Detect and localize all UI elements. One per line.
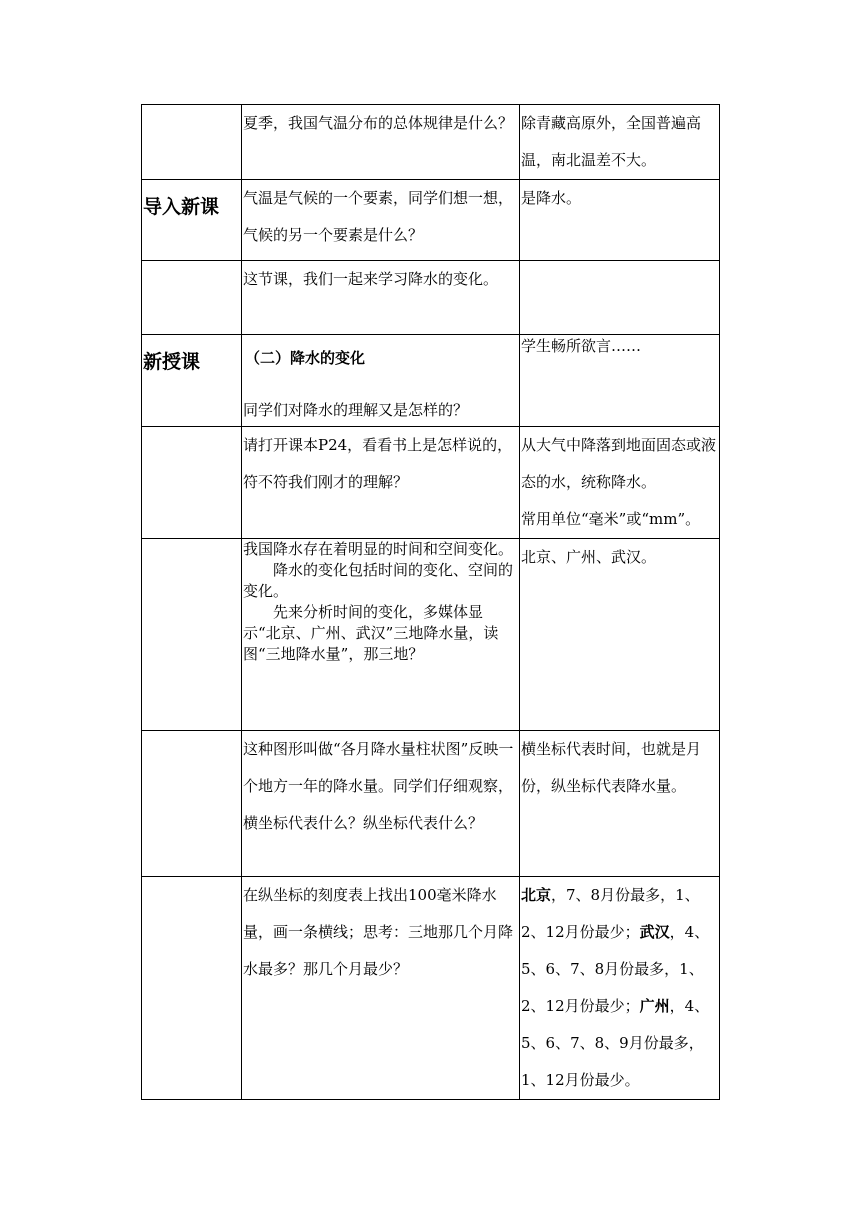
teacher-text: 这种图形叫做“各月降水量柱状图”反映一个地方一年的降水量。同学们仔细观察，横坐标代表什么？纵坐标代表什么？: [243, 740, 514, 832]
student-cell: [520, 335, 720, 427]
stage-cell: [142, 539, 242, 731]
stage-cell: [142, 105, 242, 180]
table-row: [142, 180, 720, 261]
student-text: 学生畅所欲言……: [521, 337, 642, 355]
teacher-cell: [242, 427, 520, 539]
student-text: [521, 877, 718, 1099]
lesson-plan-table: [141, 104, 720, 1100]
stage-cell: 导入新课: [142, 180, 242, 261]
teacher-text: 请打开课本P24，看看书上是怎样说的，符不符我们刚才的理解？: [243, 436, 513, 491]
student-cell: [520, 105, 720, 180]
table-row: [142, 335, 720, 427]
teacher-cell: [242, 105, 520, 180]
teacher-cell: [242, 180, 520, 261]
section-heading: （二）降水的变化: [245, 349, 366, 367]
teacher-text: 同学们对降水的理解又是怎样的？: [243, 401, 469, 419]
teacher-text: 先来分析时间的变化，多媒体显示“北京、广州、武汉”三地降水量，读图“三地降水量”，那三地？: [243, 603, 499, 663]
stage-cell: [142, 261, 242, 335]
teacher-cell: [242, 877, 520, 1100]
teacher-cell: [242, 731, 520, 877]
city-guangzhou: 广州: [639, 997, 670, 1015]
beijing-detail: ，7、8月份最多，1、2、12月份最少；: [521, 886, 700, 941]
wuhan-detail: ，4、5、6、7、8月份最多，1、2、12月份最少；: [521, 923, 710, 1015]
student-cell: [520, 539, 720, 731]
table-row: [142, 539, 720, 731]
student-cell: [520, 731, 720, 877]
table-row: [142, 731, 720, 877]
stage-cell: [142, 877, 242, 1100]
teacher-text: 降水的变化包括时间的变化、空间的变化。: [243, 561, 514, 600]
teacher-text: 这节课，我们一起来学习降水的变化。: [243, 270, 499, 288]
teacher-cell: [242, 335, 520, 427]
table-row: [142, 877, 720, 1100]
guangzhou-detail: ，4、5、6、7、8、9月份最多，1、12月份最少。: [521, 997, 710, 1089]
teacher-text: 夏季，我国气温分布的总体规律是什么？: [243, 114, 514, 132]
teacher-text: 在纵坐标的刻度表上找出100毫米降水量，画一条横线；思考：三地那几个月降水最多？那几个月最少？: [243, 886, 514, 978]
teacher-cell: [242, 261, 520, 335]
table-row: [142, 261, 720, 335]
table-row: [142, 105, 720, 180]
student-text: 从大气中降落到地面固态或液态的水，统称降水。: [521, 436, 717, 491]
student-text: 北京、广州、武汉。: [521, 548, 657, 566]
teacher-cell: [242, 539, 520, 731]
student-cell: [520, 427, 720, 539]
student-text: 常用单位“毫米”或“mm”。: [521, 510, 701, 528]
stage-cell: [142, 731, 242, 877]
stage-cell: [142, 427, 242, 539]
teacher-text: 气温是气候的一个要素，同学们想一想，气候的另一个要素是什么？: [243, 189, 514, 244]
student-cell: [520, 877, 720, 1100]
teacher-text: 我国降水存在着明显的时间和空间变化。: [243, 540, 514, 558]
student-cell: [520, 261, 720, 335]
city-wuhan: 武汉: [639, 923, 670, 941]
student-cell: [520, 180, 720, 261]
city-beijing: 北京: [521, 886, 552, 904]
student-text: 除青藏高原外，全国普遍高温，南北温差不大。: [521, 114, 702, 169]
table-row: [142, 427, 720, 539]
stage-cell: 新授课: [142, 335, 242, 427]
student-text: 横坐标代表时间，也就是月份，纵坐标代表降水量。: [521, 740, 702, 795]
student-text: 是降水。: [521, 189, 582, 207]
